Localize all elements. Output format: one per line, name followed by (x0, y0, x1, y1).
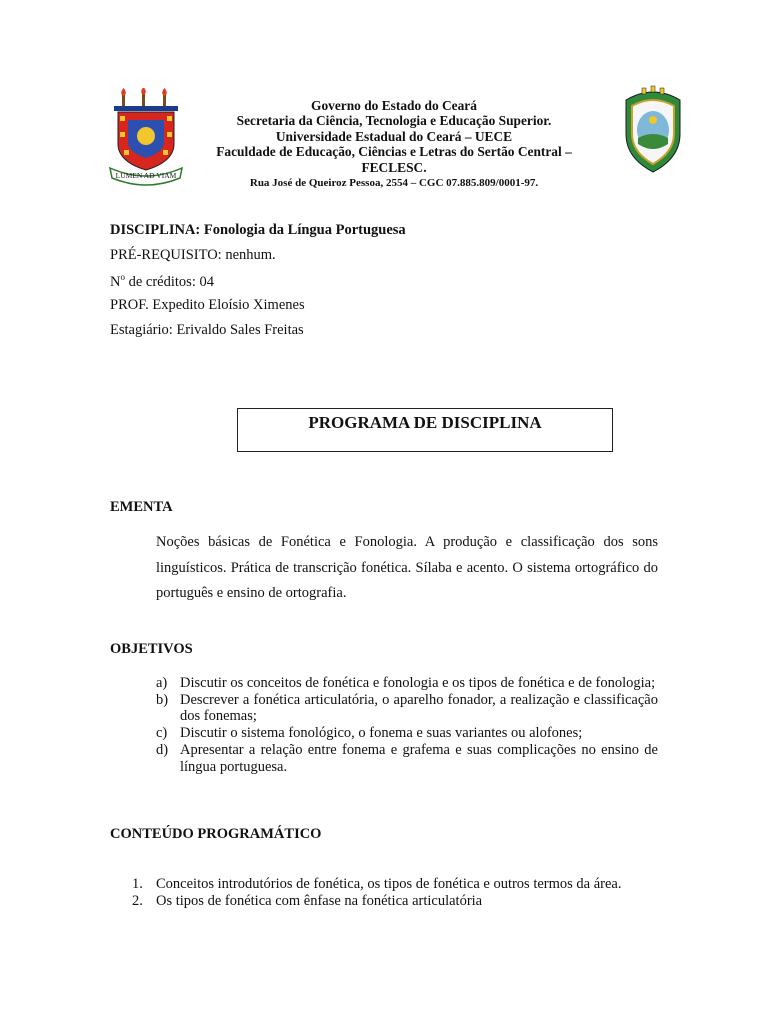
list-item: 2. Os tipos de fonética com ênfase na fonética articulatória (132, 892, 483, 909)
objetivos-heading: OBJETIVOS (110, 641, 193, 657)
conteudo-list (132, 876, 672, 909)
list-item: a) Discutir os conceitos de fonética e fonologia e os tipos de fonética e de fonologia; (156, 675, 656, 691)
ementa-text: Noções básicas de Fonética e Fonologia. A produção e classificação dos sons linguísticos. Prática de transcrição fonética. Sílaba e acento. O sistema ortográfico do português e ensino de ortografia. (156, 534, 658, 601)
header-faculty: Faculdade de Educação, Ciências e Letras do Sertão Central – (216, 144, 572, 160)
document-header (196, 98, 592, 190)
header-faculty-acronym: FECLESC. (361, 159, 427, 175)
header-government: Governo do Estado do Ceará (311, 98, 477, 113)
ementa-heading: EMENTA (110, 499, 173, 515)
conteudo-heading: CONTEÚDO PROGRAMÁTICO (110, 826, 322, 842)
professor: PROF. Expedito Eloísio Ximenes (110, 297, 305, 313)
header-address: Rua José de Queiroz Pessoa, 2554 – CGC 07.885.809/0001-97. (249, 177, 539, 190)
logo-motto: LUMEN AD VIAM (115, 171, 177, 180)
credits: $N^o$ de créditos: 04 (110, 272, 214, 290)
header-secretariat: Secretaria da Ciência, Tecnologia e Educação Superior. (236, 113, 552, 129)
university-logo (108, 88, 184, 186)
list-item: b) Descrever a fonética articulatória, o aparelho fonador, a realização e classificação dos fonemas; (156, 691, 658, 725)
list-item: d) Apresentar a relação entre fonema e grafema e suas complicações no ensino de língua portuguesa. (156, 741, 658, 775)
intern: Estagiário: Erivaldo Sales Freitas (110, 322, 304, 338)
list-item: 1. Conceitos introdutórios de fonética, os tipos de fonética e outros termos da área. (132, 876, 622, 892)
header-university: Universidade Estadual do Ceará – UECE (275, 128, 513, 144)
list-item: c) Discutir o sistema fonológico, o fonema e suas variantes ou alofones; (156, 725, 583, 742)
discipline-name: DISCIPLINA: Fonologia da Língua Portuguesa (110, 222, 406, 238)
prerequisite: PRÉ-REQUISITO: nenhum. (110, 247, 276, 263)
program-title: PROGRAMA DE DISCIPLINA (237, 408, 613, 452)
torch-icons (121, 88, 167, 108)
state-coat-of-arms (618, 84, 688, 174)
objetivos-list (156, 675, 658, 775)
